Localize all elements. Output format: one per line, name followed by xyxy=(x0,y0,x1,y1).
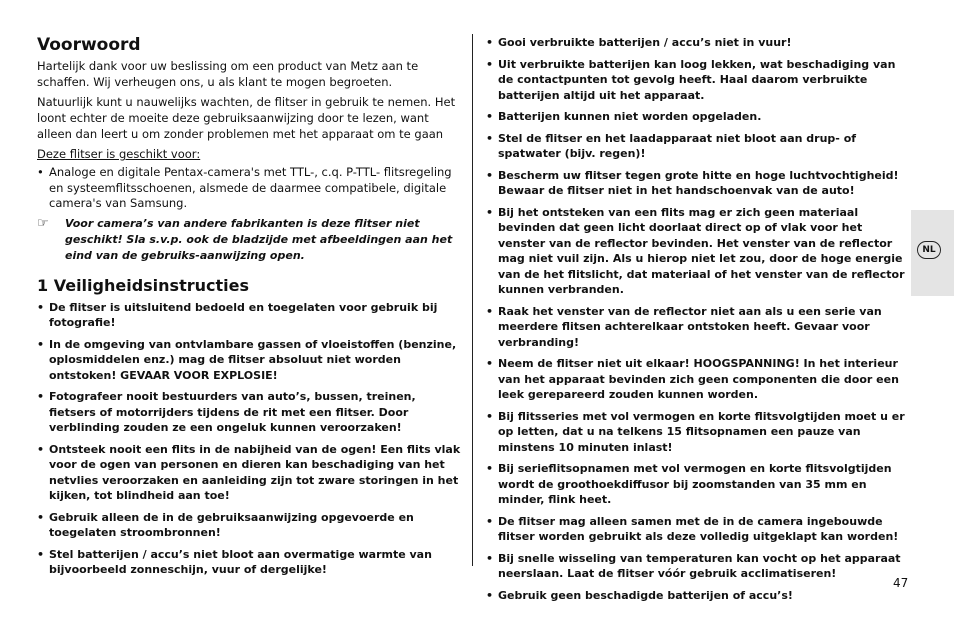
list-item: • Bescherm uw flitser tegen grote hitte en hoge luchtvochtigheid! Bewaar de flitser niet in het handschoenvak van de auto! xyxy=(486,168,899,197)
voorwoord-paragraph-1: Hartelijk dank voor uw beslissing om een product van Metz aan te schaffen. Wij verheugen ons, u als klant te mogen begroeten. xyxy=(37,59,419,89)
pointing-hand-icon: ☞ xyxy=(37,215,49,231)
bullet-icon: • xyxy=(486,36,494,49)
bullet-icon: • xyxy=(486,409,494,423)
bullet-icon: • xyxy=(486,462,494,475)
list-item: • De flitser mag alleen samen met de in de camera ingebouwde flitser worden gebruikt als deze volledig uitgeklapt kan worden! xyxy=(486,514,899,543)
voorwoord-paragraph-2: Natuurlijk kunt u nauwelijks wachten, de flitser in gebruik te nemen. Het loont echter de moeite deze gebruiksaanwijzing door te lezen, want alleen dan leert u om zonder problemen met het apparaat om te gaan xyxy=(37,95,456,141)
column-divider xyxy=(472,34,473,566)
list-item: • Raak het venster van de reflector niet aan als u een serie van meerdere flitsen achterelkaar ontstoken heeft. Gevaar voor verbranding! xyxy=(486,304,882,349)
bullet-icon: • xyxy=(486,131,494,145)
bullet-icon: • xyxy=(486,205,494,219)
voorwoord-heading: Voorwoord xyxy=(37,35,141,55)
list-item: • Batterijen kunnen niet worden opgeladen. xyxy=(486,110,762,123)
bullet-icon: • xyxy=(486,551,494,565)
bullet-icon: • xyxy=(37,442,45,456)
list-item: • Ontsteek nooit een flits in de nabijheid van de ogen! Een flits vlak voor de ogen van personen en dieren kan beschadiging van het netvlies veroorzaken en aanleiding zijn tot zware storingen in het kijken, tot blindheid aan toe! xyxy=(37,442,461,502)
bullet-icon: • xyxy=(37,337,45,351)
left-column xyxy=(37,34,465,584)
safety-list-right xyxy=(486,35,908,603)
bullet-icon: • xyxy=(486,110,494,123)
bullet-icon: • xyxy=(37,547,45,561)
note-text: Voor camera’s van andere fabrikanten is deze flitser niet geschikt! Sla s.v.p. ook de bladzijde met afbeeldingen aan het eind van de gebruiks-aanwijzing open. xyxy=(65,216,453,262)
bullet-icon: • xyxy=(486,357,494,370)
compatibility-note xyxy=(37,216,465,264)
list-item: • In de omgeving van ontvlambare gassen of vloeistoffen (benzine, oplosmiddelen enz.) mag de flitser absoluut niet worden ontstoken! GEVAAR VOOR EXPLOSIE! xyxy=(37,337,457,382)
bullet-icon: • xyxy=(486,304,494,318)
list-item: • Gebruik alleen de in de gebruiksaanwijzing opgevoerde en toegelaten stroombronnen! xyxy=(37,510,414,539)
list-item: • Uit verbruikte batterijen kan loog lekken, wat beschadiging van de contactpunten tot gevolg heeft. Haal daarom verbruikte batterijen altijd uit het apparaat. xyxy=(486,57,896,102)
list-item: • Neem de flitser niet uit elkaar! HOOGSPANNING! In het interieur van het apparaat bevinden zich geen componenten die door een leek gerepareerd zouden kunnen worden. xyxy=(486,357,899,401)
bullet-icon: • xyxy=(37,165,44,179)
bullet-icon: • xyxy=(486,588,494,602)
safety-heading: 1 Veiligheidsinstructies xyxy=(37,275,249,295)
suitable-for-label: Deze flitser is geschikt voor: xyxy=(37,147,201,161)
list-item: • Bij snelle wisseling van temperaturen kan vocht op het apparaat neerslaan. Laat de flitser vóór gebruik acclimatiseren! xyxy=(486,551,901,580)
list-item: • Bij serieflitsopnamen met vol vermogen en korte flitsvolgtijden wordt de groothoekdiffusor bij zoomstanden van 35 mm en minder, flink heet. xyxy=(486,462,892,506)
list-item: • Stel de flitser en het laadapparaat niet bloot aan drup- of spatwater (bijv. regen)! xyxy=(486,131,857,160)
suitable-for-list xyxy=(37,165,465,212)
list-item: • Analoge en digitale Pentax-camera's met TTL-, c.q. P-TTL- flitsregeling en systeemflitsschoenen, alsmede de daarmee compatibele, digitale camera's van Samsung. xyxy=(37,165,452,210)
bullet-icon: • xyxy=(37,510,45,524)
bullet-icon: • xyxy=(37,390,45,403)
page-number: 47 xyxy=(893,576,909,590)
list-item: • Bij flitsseries met vol vermogen en korte flitsvolgtijden moet u er op letten, dat u na telkens 15 flitsopnamen een pauze van minstens 10 minuten inlast! xyxy=(486,409,905,454)
bullet-icon: • xyxy=(37,300,45,314)
list-item: • Bij het ontsteken van een flits mag er zich geen materiaal bevinden dat geen licht doorlaat direct op of vlak voor het venster van de reflector bevinden. Het venster van de reflector mag niet vuil zijn. Als u hierop niet let zou, door de hoge energie van de het flitslicht, dat materiaal of het venster van de reflector kunnen verbranden. xyxy=(486,205,905,296)
list-item: • Fotografeer nooit bestuurders van auto’s, bussen, treinen, fietsers of motorrijders tijdens de rit met een flitser. Door verblinding zouden ze een ongeluk kunnen veroorzaken! xyxy=(37,390,416,434)
list-item: • De flitser is uitsluitend bedoeld en toegelaten voor gebruik bij fotografie! xyxy=(37,300,438,329)
right-column xyxy=(486,35,908,609)
bullet-icon: • xyxy=(486,168,494,182)
bullet-icon: • xyxy=(486,57,494,71)
list-item: • Gooi verbruikte batterijen / accu’s niet in vuur! xyxy=(486,36,792,49)
list-item: • Stel batterijen / accu’s niet bloot aan overmatige warmte van bijvoorbeeld zonneschijn, vuur of dergelijke! xyxy=(37,547,432,576)
bullet-icon: • xyxy=(486,514,494,528)
language-badge: NL xyxy=(917,241,941,259)
safety-list-left xyxy=(37,300,465,578)
list-item: • Gebruik geen beschadigde batterijen of accu’s! xyxy=(486,588,793,602)
